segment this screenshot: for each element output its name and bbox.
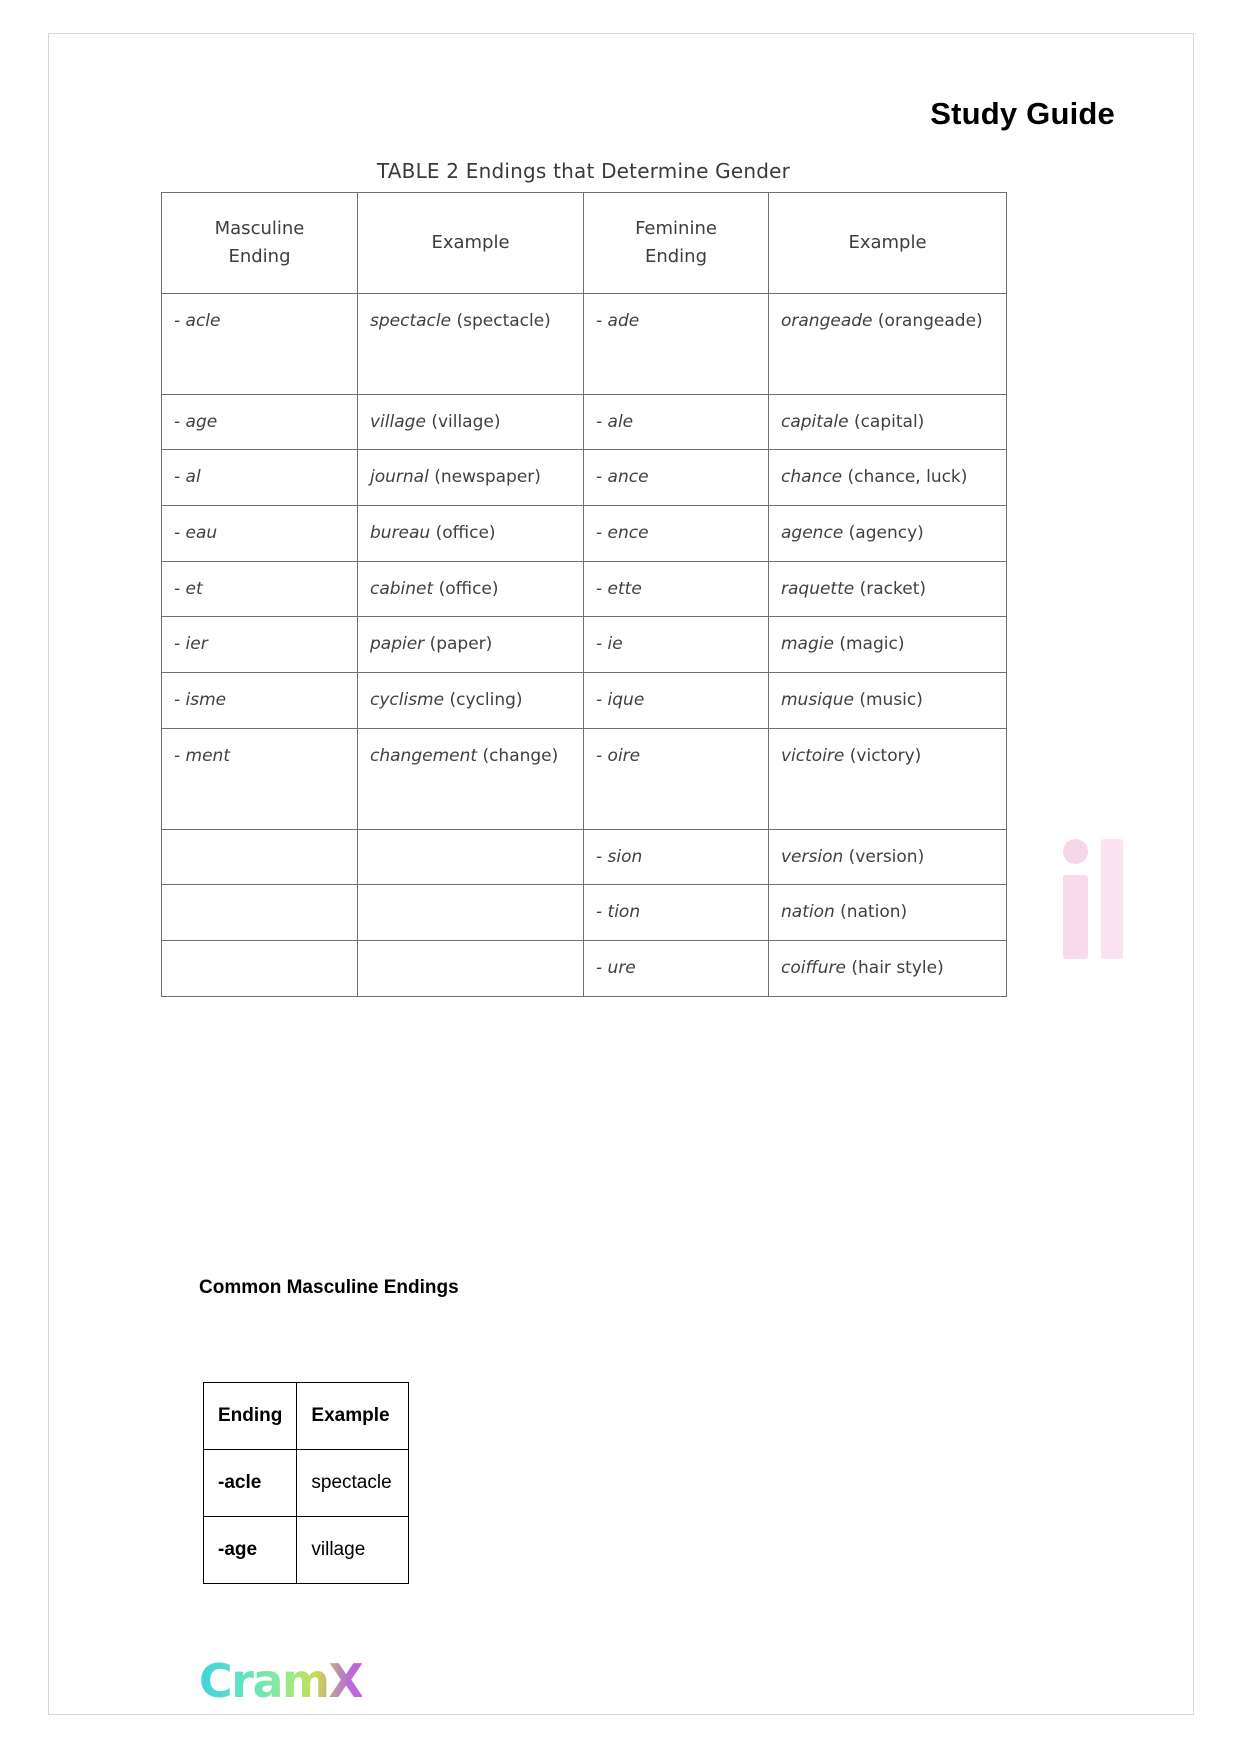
cell-feminine-ending: - ale [584, 394, 769, 450]
french-word: nation [781, 902, 835, 923]
cell-masculine-ending [162, 829, 358, 885]
cell-feminine-example [769, 450, 1007, 506]
french-word: orangeade [781, 310, 873, 331]
header-line-2: Ending [228, 245, 291, 267]
cell-feminine-ending: - sion [584, 829, 769, 885]
french-word: version [781, 846, 844, 867]
cell-feminine-example [769, 394, 1007, 450]
english-translation: (capital) [853, 411, 925, 432]
cell-feminine-ending: - ure [584, 940, 769, 996]
table-row [162, 672, 1007, 728]
french-word: coiffure [781, 957, 846, 978]
column-header-example-feminine: Example [769, 193, 1007, 294]
english-translation: (magic) [839, 634, 905, 655]
cell-masculine-example [358, 829, 584, 885]
cell-feminine-example [769, 293, 1007, 394]
cell-feminine-example [769, 506, 1007, 562]
french-word: journal [370, 467, 429, 488]
english-translation: (village) [431, 411, 501, 432]
french-word: spectacle [370, 310, 452, 331]
english-translation: (orangeade) [877, 310, 983, 331]
french-word: agence [781, 523, 844, 544]
french-word: victoire [781, 745, 845, 766]
cell-ending: -acle [204, 1450, 297, 1517]
english-translation: (newspaper) [434, 467, 541, 488]
cell-feminine-example [769, 885, 1007, 941]
cell-feminine-example [769, 617, 1007, 673]
french-word: papier [370, 634, 425, 655]
cell-masculine-ending: - eau [162, 506, 358, 562]
table-row [204, 1450, 409, 1517]
french-word: bureau [370, 523, 431, 544]
french-word: cyclisme [370, 689, 445, 710]
table-row [162, 728, 1007, 829]
cell-masculine-ending: - al [162, 450, 358, 506]
document-page [48, 33, 1194, 1715]
table-row [162, 829, 1007, 885]
cell-masculine-ending: - isme [162, 672, 358, 728]
french-word: raquette [781, 578, 855, 599]
table-row [162, 394, 1007, 450]
french-word: chance [781, 467, 843, 488]
masculine-endings-table [203, 1382, 409, 1584]
cell-masculine-example [358, 940, 584, 996]
french-word: changement [370, 745, 478, 766]
french-word: magie [781, 634, 834, 655]
cell-masculine-example [358, 672, 584, 728]
english-translation: (office) [438, 578, 499, 599]
cell-masculine-example [358, 293, 584, 394]
cell-masculine-example [358, 394, 584, 450]
cell-feminine-ending: - oire [584, 728, 769, 829]
table-row [162, 293, 1007, 394]
cramx-logo: CramX [199, 1654, 363, 1708]
cell-example: spectacle [297, 1450, 409, 1517]
cell-feminine-example [769, 829, 1007, 885]
table-row [162, 940, 1007, 996]
french-word: cabinet [370, 578, 434, 599]
cell-masculine-example [358, 728, 584, 829]
french-word: musique [781, 689, 854, 710]
cell-feminine-ending: - ette [584, 561, 769, 617]
english-translation: (agency) [848, 523, 924, 544]
table-row [162, 506, 1007, 562]
table-header-row [162, 193, 1007, 294]
cell-feminine-example [769, 728, 1007, 829]
cell-masculine-ending: - ier [162, 617, 358, 673]
cell-feminine-ending: - ique [584, 672, 769, 728]
english-translation: (music) [859, 689, 923, 710]
gender-endings-table-block [161, 159, 1006, 997]
english-translation: (racket) [859, 578, 927, 599]
cell-masculine-example [358, 506, 584, 562]
cell-feminine-example [769, 940, 1007, 996]
table-row [162, 885, 1007, 941]
header-line-1: Feminine [635, 218, 717, 239]
column-header-feminine-ending [584, 193, 769, 294]
watermark-dot-shape [1063, 839, 1088, 864]
column-header-example-masculine: Example [358, 193, 584, 294]
column-header-masculine-ending [162, 193, 358, 294]
cell-masculine-ending: - et [162, 561, 358, 617]
cell-masculine-ending [162, 940, 358, 996]
table-row [204, 1517, 409, 1584]
page-title: Study Guide [930, 96, 1115, 131]
cell-masculine-ending: - acle [162, 293, 358, 394]
cell-feminine-ending: - tion [584, 885, 769, 941]
cell-feminine-ending: - ade [584, 293, 769, 394]
table-row [162, 617, 1007, 673]
cell-feminine-ending: - ence [584, 506, 769, 562]
english-translation: (chance, luck) [847, 467, 968, 488]
cell-masculine-ending: - ment [162, 728, 358, 829]
english-translation: (spectacle) [456, 310, 551, 331]
pink-watermark-graphic [1061, 839, 1123, 959]
cell-masculine-ending: - age [162, 394, 358, 450]
english-translation: (paper) [429, 634, 493, 655]
table-caption: TABLE 2 Endings that Determine Gender [376, 159, 791, 183]
header-line-2: Ending [644, 245, 708, 267]
watermark-left-bar-shape [1063, 875, 1088, 959]
english-translation: (hair style) [851, 957, 944, 978]
english-translation: (office) [435, 523, 496, 544]
cell-masculine-example [358, 885, 584, 941]
cell-feminine-ending: - ance [584, 450, 769, 506]
cell-feminine-ending: - ie [584, 617, 769, 673]
header-line-1: Masculine [214, 218, 305, 239]
table-row [162, 561, 1007, 617]
english-translation: (victory) [849, 745, 922, 766]
french-word: capitale [781, 411, 849, 432]
french-word: village [370, 411, 426, 432]
table-row [162, 450, 1007, 506]
masculine-endings-table-block [203, 1382, 409, 1584]
cell-example: village [297, 1517, 409, 1584]
gender-endings-table [161, 192, 1007, 997]
cell-masculine-ending [162, 885, 358, 941]
english-translation: (change) [482, 745, 559, 766]
cell-masculine-example [358, 450, 584, 506]
english-translation: (cycling) [449, 689, 523, 710]
column-header-example: Example [297, 1383, 409, 1450]
cell-feminine-example [769, 672, 1007, 728]
watermark-right-bar-shape [1101, 839, 1123, 959]
cell-masculine-example [358, 561, 584, 617]
cell-ending: -age [204, 1517, 297, 1584]
section-heading-common-masculine-endings: Common Masculine Endings [199, 1277, 459, 1298]
cell-masculine-example [358, 617, 584, 673]
table-header-row [204, 1383, 409, 1450]
english-translation: (nation) [840, 902, 908, 923]
english-translation: (version) [848, 846, 925, 867]
cell-feminine-example [769, 561, 1007, 617]
column-header-ending: Ending [204, 1383, 297, 1450]
